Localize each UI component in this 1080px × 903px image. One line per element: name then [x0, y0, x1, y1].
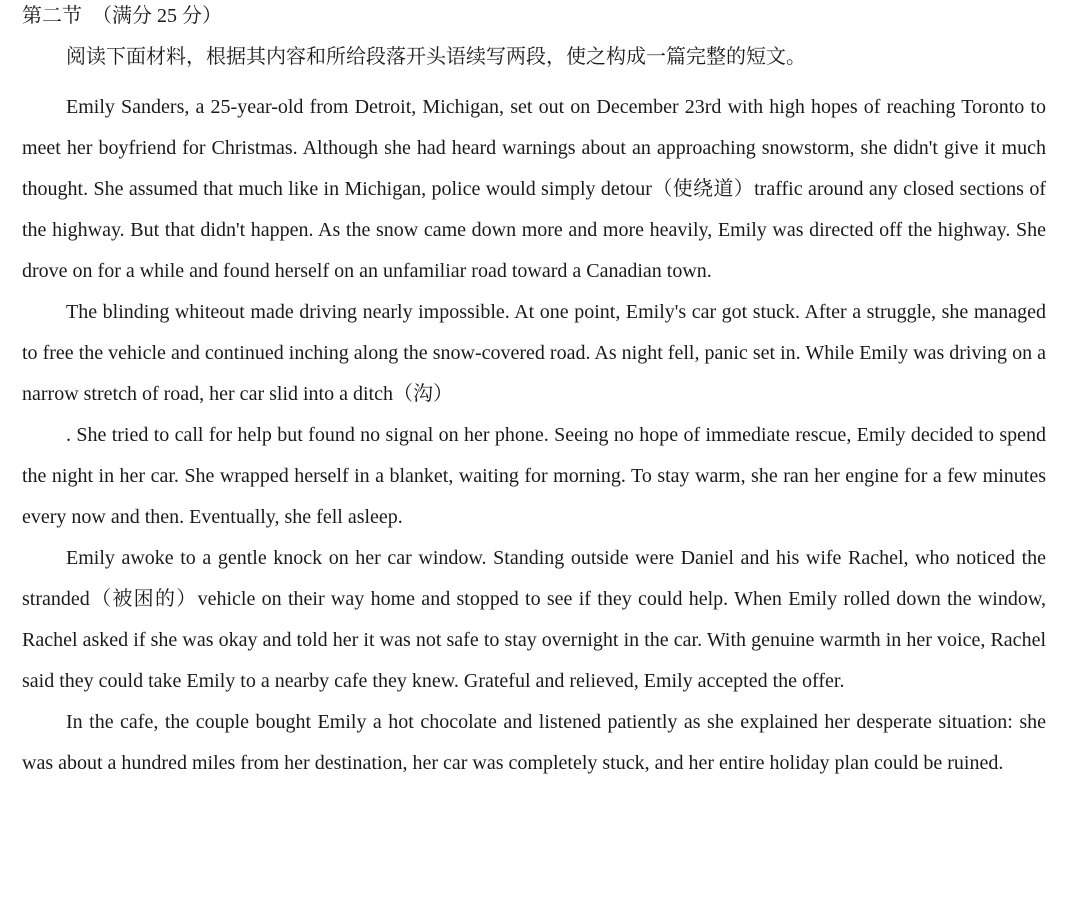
passage-paragraph-4: Emily awoke to a gentle knock on her car window. Standing outside were Daniel and his wife Rachel, who noticed the stranded（被困的）vehicle on their way home and stopped to see if they could help. When Emily rolled down the window, Rachel asked if she was okay and told her it was not safe to stay overnight in the car. With genuine warmth in her voice, Rachel said they could take Emily to a nearby cafe they knew. Grateful and relieved, Emily accepted the offer.: [22, 547, 1046, 692]
passage-paragraph-2: The blinding whiteout made driving nearly impossible. At one point, Emily's car got stuck. After a struggle, she managed to free the vehicle and continued inching along the snow-covered road. As night fell, panic set in. While Emily was driving on a narrow stretch of road, her car slid into a ditch（沟）: [22, 301, 1046, 405]
passage-paragraph-5: In the cafe, the couple bought Emily a hot chocolate and listened patiently as she explained her desperate situation: she was about a hundred miles from her destination, her car was completely stuck, and her entire holiday plan could be ruined.: [22, 711, 1046, 774]
passage-paragraph-3: . She tried to call for help but found no signal on her phone. Seeing no hope of immediate rescue, Emily decided to spend the night in her car. She wrapped herself in a blanket, waiting for morning. To stay warm, she ran her engine for a few minutes every now and then. Eventually, she fell asleep.: [22, 424, 1046, 528]
reading-passage: [22, 87, 1046, 784]
section-heading: 第二节 （满分 25 分）: [22, 5, 222, 27]
task-instruction: 阅读下面材料，根据其内容和所给段落开头语续写两段，使之构成一篇完整的短文。: [66, 46, 806, 68]
passage-paragraph-1: Emily Sanders, a 25-year-old from Detroit, Michigan, set out on December 23rd with high hopes of reaching Toronto to meet her boyfriend for Christmas. Although she had heard warnings about an approaching snowstorm, she didn't give it much thought. She assumed that much like in Michigan, police would simply detour（使绕道）traffic around any closed sections of the highway. But that didn't happen. As the snow came down more and more heavily, Emily was directed off the highway. She drove on for a while and found herself on an unfamiliar road toward a Canadian town.: [22, 96, 1046, 282]
